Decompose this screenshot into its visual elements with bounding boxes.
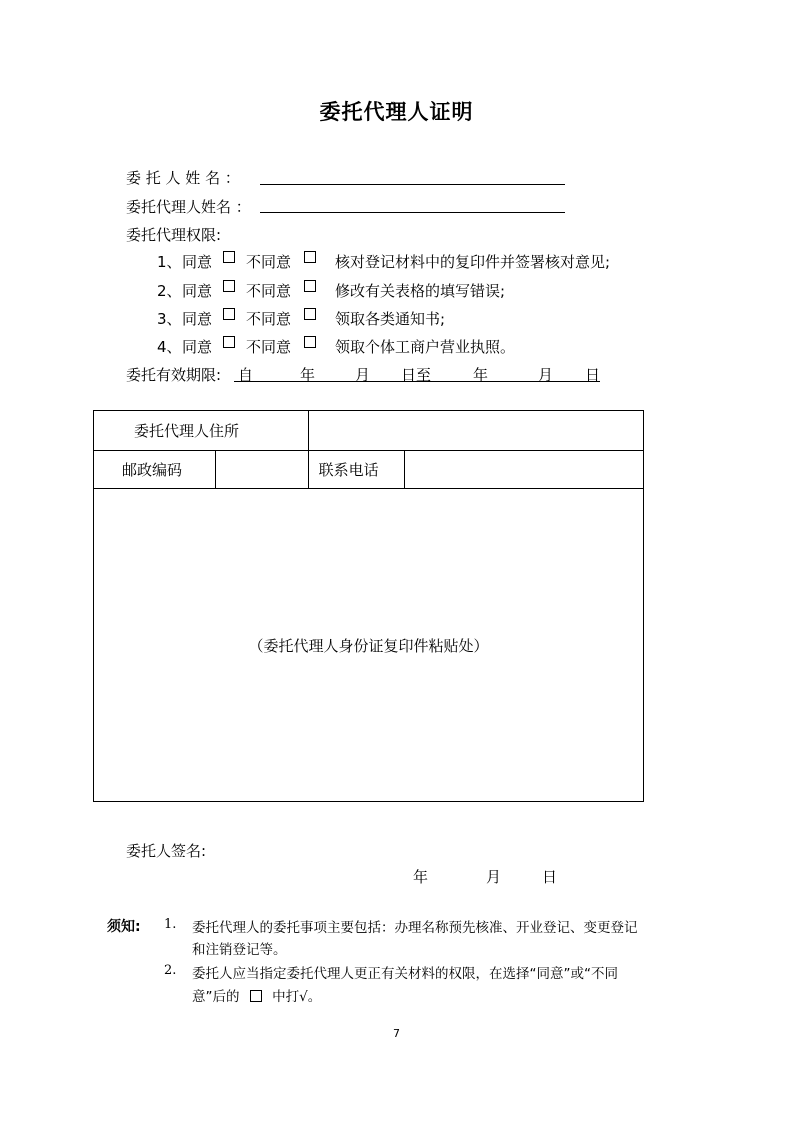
agree-checkbox[interactable] [223, 280, 235, 292]
period-end-year: 年 [473, 366, 489, 384]
notes-heading: 须知: [107, 919, 141, 935]
disagree-label: 不同意 [246, 282, 292, 300]
address-label: 委托代理人住所 [94, 411, 309, 451]
note-1-line2: 和注销登记等。 [192, 942, 287, 958]
agree-label: 同意 [182, 310, 213, 328]
note-2-line1: 委托人应当指定委托代理人更正有关材料的权限，在选择“同意”或“不同 [192, 966, 618, 982]
signature-day: 日 [542, 868, 558, 886]
disagree-checkbox[interactable] [304, 308, 316, 320]
disagree-label: 不同意 [246, 253, 292, 271]
period-from: 自 [238, 366, 254, 384]
period-end-month: 月 [538, 366, 554, 384]
period-end-day: 日 [585, 366, 601, 384]
permission-num: 4、 [157, 338, 182, 356]
note-1-num: 1. [164, 917, 177, 932]
postcode-cell[interactable] [215, 451, 308, 489]
id-copy-placeholder: （委托代理人身份证复印件粘贴处） [248, 636, 489, 655]
signature-month: 月 [486, 868, 502, 886]
note-1-line1: 委托代理人的委托事项主要包括：办理名称预先核准、开业登记、变更登记 [192, 920, 638, 936]
page-title: 委托代理人证明 [319, 100, 474, 124]
id-copy-area[interactable] [94, 489, 644, 802]
agree-checkbox[interactable] [223, 251, 235, 263]
agree-checkbox[interactable] [223, 308, 235, 320]
period-label: 委托有效期限: [126, 366, 222, 384]
period-start-year: 年 [300, 366, 316, 384]
authority-label: 委托代理权限: [126, 226, 222, 244]
agent-info-table [93, 410, 644, 802]
period-start-month: 月 [355, 366, 371, 384]
disagree-checkbox[interactable] [304, 251, 316, 263]
permission-text: 核对登记材料中的复印件并签署核对意见; [335, 253, 611, 271]
agree-label: 同意 [182, 338, 213, 356]
disagree-label: 不同意 [246, 338, 292, 356]
phone-cell[interactable] [404, 451, 644, 489]
signature-year: 年 [413, 868, 429, 886]
postcode-label: 邮政编码 [94, 451, 216, 489]
note-2-line2-b: 中打√。 [272, 989, 322, 1005]
permission-text: 领取个体工商户营业执照。 [335, 338, 516, 356]
note-2-line2-a: 意”后的 [192, 989, 240, 1005]
page-number: 7 [393, 1027, 400, 1040]
note-2-num: 2. [164, 963, 177, 978]
agree-label: 同意 [182, 253, 213, 271]
agree-label: 同意 [182, 282, 213, 300]
checkbox-icon [250, 990, 262, 1002]
disagree-checkbox[interactable] [304, 336, 316, 348]
agent-name-label: 委托代理人姓名 ： [126, 198, 251, 216]
table-row [94, 411, 644, 451]
permission-num: 1、 [157, 253, 182, 271]
permission-num: 3、 [157, 310, 182, 328]
permission-text: 领取各类通知书; [335, 310, 446, 328]
disagree-label: 不同意 [246, 310, 292, 328]
agree-checkbox[interactable] [223, 336, 235, 348]
address-cell[interactable] [308, 411, 643, 451]
table-row [94, 489, 644, 802]
client-name-field[interactable] [260, 184, 565, 185]
note-2-line2 [192, 985, 321, 1005]
client-name-label: 委 托 人 姓 名 ： [126, 169, 240, 187]
permission-text: 修改有关表格的填写错误; [335, 282, 506, 300]
phone-label: 联系电话 [308, 451, 404, 489]
signature-label: 委托人签名: [126, 842, 207, 860]
agent-name-field[interactable] [260, 212, 565, 213]
table-row [94, 451, 644, 489]
disagree-checkbox[interactable] [304, 280, 316, 292]
period-start-day-to: 日至 [401, 366, 432, 384]
permission-num: 2、 [157, 282, 182, 300]
